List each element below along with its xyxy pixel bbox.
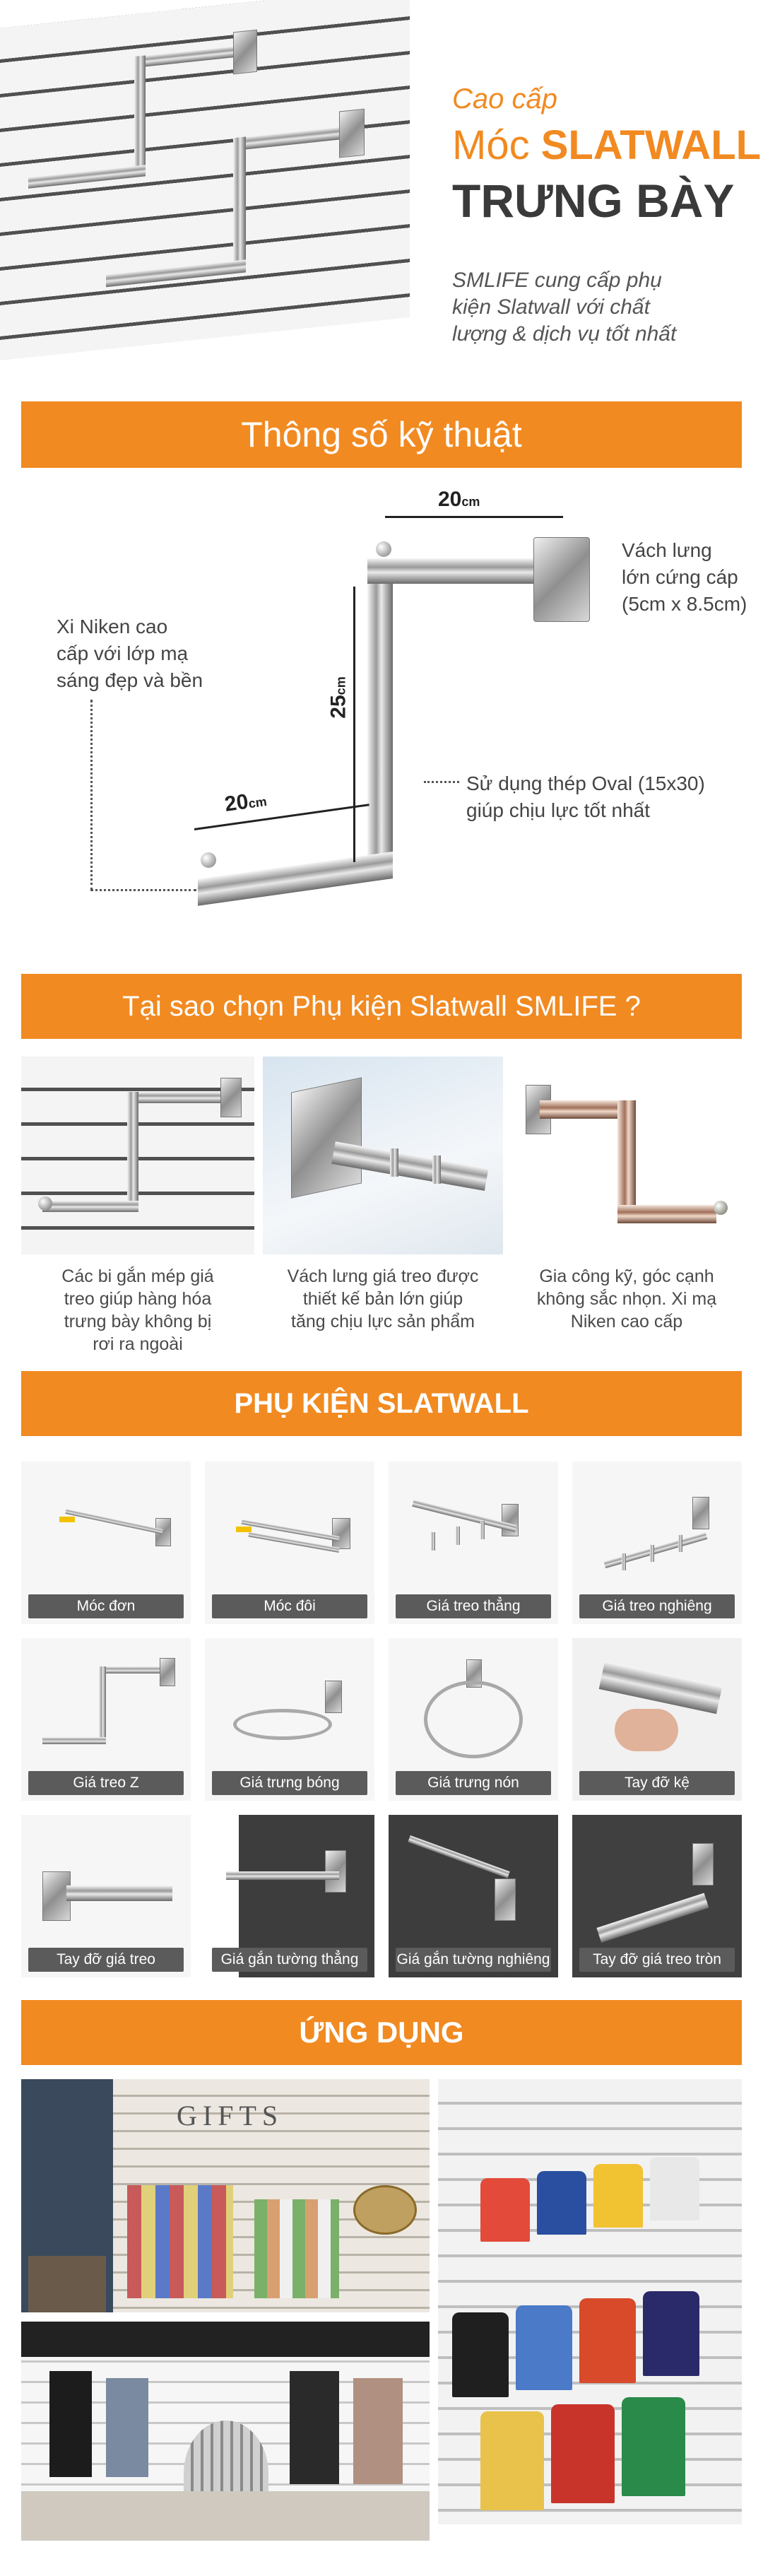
hero-title-pre: Móc [452, 122, 541, 168]
why-caption-line: tăng chịu lực sản phẩm [291, 1312, 475, 1331]
dim-top-line [385, 516, 563, 518]
accessory-tile [389, 1638, 558, 1801]
why-caption-line: Gia công kỹ, góc cạnh [539, 1266, 714, 1286]
dim-top-value: 20 [438, 488, 462, 511]
why-photo-finish [511, 1057, 742, 1254]
accessory-label: Giá trưng bóng [212, 1771, 367, 1795]
dim-bottom-label [223, 787, 268, 817]
dim-top-label [438, 488, 480, 512]
note-line: lớn cứng cáp [622, 566, 738, 588]
accessory-tile [21, 1815, 191, 1977]
bracket-top-arm [367, 558, 558, 584]
application-photo-fashion-store [21, 2322, 430, 2541]
dim-side-line [353, 587, 355, 862]
accessories-banner [21, 1371, 742, 1436]
accessory-label: Móc đôi [212, 1594, 367, 1618]
applications-banner [21, 2000, 742, 2065]
why-caption-line: thiết kế bản lớn giúp [302, 1289, 463, 1309]
accessory-label: Giá gắn tường thẳng [212, 1948, 367, 1972]
dim-side-unit: cm [333, 676, 348, 695]
application-photo-clothing-store [438, 2079, 742, 2524]
hero-desc-line: kiện Slatwall với chất [452, 295, 650, 319]
hero-title-line3: TRƯNG BÀY [452, 175, 735, 227]
note-line: (5cm x 8.5cm) [622, 593, 747, 615]
note-steel [466, 770, 705, 824]
bracket-back-plate [533, 537, 590, 622]
accessory-label: Móc đơn [28, 1594, 184, 1618]
why-caption [511, 1265, 742, 1333]
why-caption-line: treo giúp hàng hóa [64, 1289, 212, 1309]
note-line: Sử dụng thép Oval (15x30) [466, 772, 705, 794]
accessory-tile [21, 1638, 191, 1801]
accessory-label: Giá treo Z [28, 1771, 184, 1795]
hero-desc-line: lượng & dịch vụ tốt nhất [452, 322, 677, 346]
accessory-label: Tay đỡ giá treo [28, 1948, 184, 1972]
hero-subtitle: Cao cấp [452, 83, 557, 114]
accessory-tile [389, 1462, 558, 1624]
dim-bottom-line [194, 804, 369, 830]
dim-bottom-value: 20 [223, 789, 250, 816]
hero-desc-line: SMLIFE cung cấp phụ [452, 269, 662, 292]
why-caption-line: Niken cao cấp [570, 1312, 683, 1331]
note-line: giúp chịu lực tốt nhất [466, 799, 651, 821]
accessory-label: Giá treo nghiêng [579, 1594, 735, 1618]
accessory-tile [205, 1462, 374, 1624]
note-line: sáng đẹp và bền [57, 669, 203, 691]
hero-title-strong: SLATWALL [540, 122, 762, 168]
note-back-plate [622, 537, 747, 618]
bracket-ball-bottom [201, 852, 216, 868]
why-caption-line: rơi ra ngoài [93, 1334, 183, 1354]
why-banner-title: Tại sao chọn Phụ kiện Slatwall SMLIFE ? [122, 990, 641, 1022]
note-line: cấp với lớp mạ [57, 642, 189, 664]
note-steel-leader [424, 781, 459, 783]
dim-bottom-unit: cm [247, 794, 268, 811]
specs-banner-title: Thông số kỹ thuật [241, 415, 522, 454]
accessory-tile [205, 1638, 374, 1801]
why-photo-balls [21, 1057, 254, 1254]
hero-description [452, 267, 676, 348]
bracket-vertical-bar [367, 558, 393, 876]
accessory-label: Giá treo thẳng [396, 1594, 551, 1618]
accessory-label: Giá gắn tường nghiêng [396, 1948, 551, 1972]
why-caption [263, 1265, 503, 1333]
why-photo-back-plate [263, 1057, 503, 1254]
why-caption-line: Vách lưng giá treo được [287, 1266, 479, 1286]
accessory-tile [389, 1815, 558, 1977]
why-caption-line: không sắc nhọn. Xi mạ [536, 1289, 717, 1309]
hero-product-photo [0, 0, 410, 360]
note-nickel-leader [90, 700, 93, 890]
dim-top-unit: cm [461, 495, 480, 509]
note-nickel-leader [90, 889, 196, 891]
why-caption [21, 1265, 254, 1355]
why-caption-line: trưng bày không bị [64, 1312, 212, 1331]
accessory-tile [572, 1462, 742, 1624]
accessory-tile [572, 1638, 742, 1801]
dim-side-label [327, 676, 351, 718]
store-sign: GIFTS [177, 2100, 284, 2131]
application-photo-gift-store [21, 2079, 430, 2312]
dim-side-value: 25 [326, 695, 350, 719]
why-caption-line: Các bi gắn mép giá [61, 1266, 214, 1286]
applications-banner-title: ỨNG DỤNG [299, 2016, 464, 2049]
accessory-label: Tay đỡ kệ [579, 1771, 735, 1795]
bracket-bottom-arm [198, 852, 393, 906]
accessories-banner-title: PHỤ KIỆN SLATWALL [234, 1387, 529, 1419]
note-nickel [57, 613, 203, 694]
note-line: Xi Niken cao [57, 616, 168, 637]
note-line: Vách lưng [622, 539, 712, 561]
accessory-tile [205, 1815, 374, 1977]
why-banner [21, 974, 742, 1039]
accessory-label: Giá trưng nón [396, 1771, 551, 1795]
specs-banner [21, 401, 742, 468]
bracket-ball-top [376, 541, 391, 557]
hero-title-line2 [452, 122, 761, 169]
accessory-tile [572, 1815, 742, 1977]
accessory-label: Tay đỡ giá treo tròn [579, 1948, 735, 1972]
accessory-tile [21, 1462, 191, 1624]
